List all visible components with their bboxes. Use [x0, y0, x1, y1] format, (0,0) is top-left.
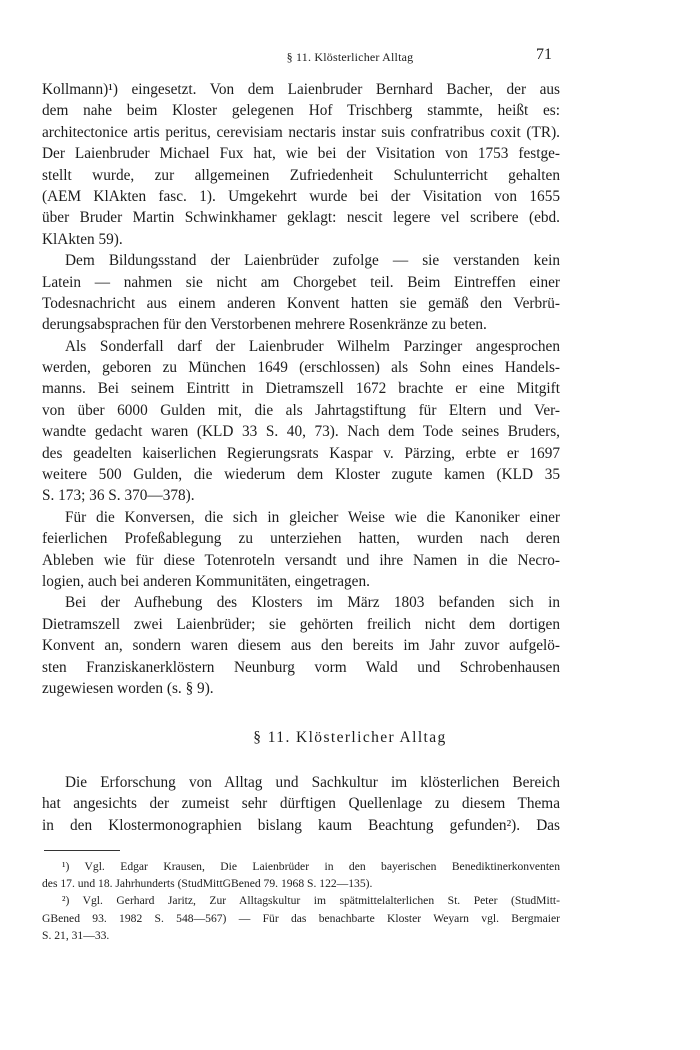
- text-line: KlAkten 59).: [42, 230, 123, 248]
- text-line: architectonice artis peritus, cerevisiam nectaris instar suis confratribus coxit (TR).: [42, 123, 560, 141]
- text-line: des geadelten kaiserlichen Regierungsrats Kaspar v. Pärzing, erbte er 1697: [42, 444, 560, 462]
- text-line: logien, auch bei anderen Kommunitäten, eingetragen.: [42, 572, 370, 590]
- footnote-separator: [44, 850, 120, 851]
- footnote-line: ²) Vgl. Gerhard Jaritz, Zur Alltagskultur im spätmittelalterlichen St. Peter (StudMitt-: [62, 894, 560, 908]
- footnote-line: des 17. und 18. Jahrhunderts (StudMittGBened 79. 1968 S. 122—135).: [42, 877, 373, 891]
- footnote-line: GBened 93. 1982 S. 548—567) — Für das benachbarte Kloster Weyarn vgl. Bergmaier: [42, 911, 560, 925]
- footnotes: [42, 858, 560, 944]
- text-line: stellt wurde, zur allgemeinen Zufriedenheit Schulunterricht gehalten: [42, 166, 560, 184]
- footnote-line: ¹) Vgl. Edgar Krausen, Die Laienbrüder in den bayerischen Benediktinerkonventen: [62, 860, 560, 873]
- text-line: weitere 500 Gulden, die wiederum dem Kloster zugute kamen (KLD 35: [42, 466, 560, 484]
- text-line: Die Erforschung von Alltag und Sachkultur im klösterlichen Bereich: [65, 774, 560, 791]
- text-line: Dem Bildungsstand der Laienbrüder zufolge — sie verstanden kein: [65, 252, 560, 270]
- text-line: Ableben wie für diese Totenroteln versandt und ihre Namen in die Necro-: [42, 551, 560, 569]
- section-heading: § 11. Klösterlicher Alltag: [253, 729, 447, 746]
- text-line: dem nahe beim Kloster gelegenen Hof Trischberg stammte, heißt es:: [42, 102, 560, 120]
- text-line: feierlichen Profeßablegung zu unterziehen hatten, wurden nach deren: [42, 530, 560, 548]
- text-line: Als Sonderfall darf der Laienbruder Wilhelm Parzinger angesprochen: [65, 337, 560, 355]
- text-line: S. 173; 36 S. 370—378).: [42, 487, 195, 505]
- text-line: Konvent an, sondern waren diesem aus den bereits im Jahr zuvor aufgelö-: [42, 637, 560, 655]
- footnote-line: S. 21, 31—33.: [42, 928, 110, 942]
- text-line: Latein — nahmen sie nicht am Chorgebet teil. Beim Eintreffen einer: [42, 273, 560, 291]
- text-line: Dietramszell zwei Laienbrüder; sie gehörten freilich nicht dem dortigen: [42, 615, 560, 633]
- text-line: über Bruder Martin Schwinkhamer geklagt: nescit legere vel scribere (ebd.: [42, 209, 560, 227]
- text-line: Der Laienbruder Michael Fux hat, wie bei der Visitation von 1753 festge-: [42, 145, 560, 163]
- text-line: Bei der Aufhebung des Klosters im März 1803 befanden sich in: [65, 594, 560, 612]
- page-number: 71: [536, 46, 552, 63]
- text-line: Todesnachricht aus einem anderen Konvent hatten sie gemäß den Verbrü-: [42, 294, 560, 312]
- text-line: (AEM KlAkten fasc. 1). Umgekehrt wurde bei der Visitation von 1655: [42, 187, 560, 205]
- running-header-title: § 11. Klösterlicher Alltag: [286, 50, 414, 64]
- text-line: wandte gedacht waren (KLD 33 S. 40, 73). Nach dem Tode seines Bruders,: [42, 423, 560, 441]
- text-line: Für die Konversen, die sich in gleicher Weise wie die Kanoniker einer: [65, 508, 560, 526]
- text-line: hat angesichts der zumeist sehr dürftigen Quellenlage zu diesem Thema: [42, 795, 560, 813]
- text-line: in den Klostermonographien bislang kaum Beachtung gefunden²). Das: [42, 816, 560, 834]
- text-line: manns. Bei seinem Eintritt in Dietramszell 1672 brachte er eine Mitgift: [42, 380, 560, 398]
- text-line: werden, geboren zu München 1649 (erschlossen) als Sohn eines Handels-: [42, 359, 560, 377]
- section-body-text: [42, 772, 560, 836]
- text-line: von über 6000 Gulden mit, die als Jahrtagstiftung für Eltern und Ver-: [42, 401, 560, 419]
- body-text: [42, 79, 560, 699]
- text-line: zugewiesen worden (s. § 9).: [42, 679, 214, 697]
- text-line: sten Franziskanerklöstern Neunburg vorm Wald und Schrobenhausen: [42, 658, 560, 676]
- text-line: derungsabsprachen für den Verstorbenen mehrere Rosenkränze zu beten.: [42, 316, 487, 334]
- text-line: Kollmann)¹) eingesetzt. Von dem Laienbruder Bernhard Bacher, der aus: [42, 81, 560, 98]
